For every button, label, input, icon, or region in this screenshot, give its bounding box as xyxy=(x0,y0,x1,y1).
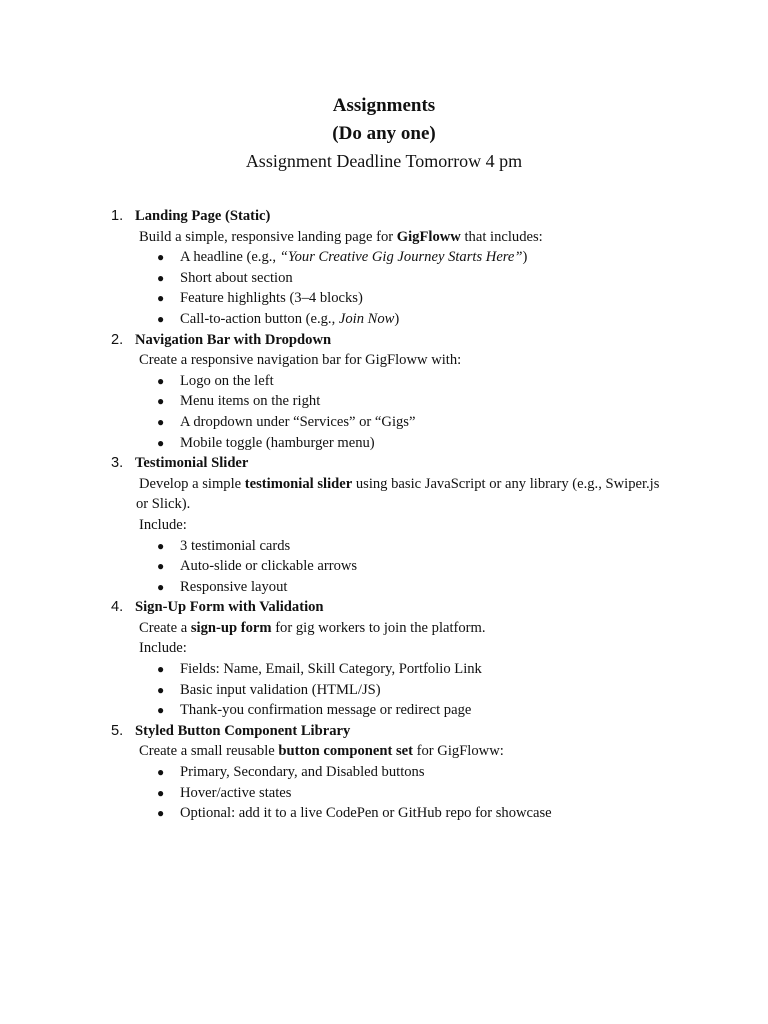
bullet-icon: ● xyxy=(157,414,165,429)
item-heading: Sign-Up Form with Validation xyxy=(135,599,324,616)
bullet-text: Fields: Name, Email, Skill Category, Portfolio Link xyxy=(180,661,482,678)
bullet-text: Thank-you confirmation message or redirect page xyxy=(180,702,472,719)
bullet-text: A headline (e.g., xyxy=(180,249,280,266)
bullet-text: Short about section xyxy=(180,269,293,286)
item-intro xyxy=(0,741,768,762)
bullet-text: Call-to-action button (e.g., xyxy=(180,310,339,327)
bullet-icon: ● xyxy=(157,435,165,450)
bullet-item xyxy=(0,700,768,721)
bullet-italic-text: “Your Creative Gig Journey Starts Here” xyxy=(279,249,523,266)
bullet-icon: ● xyxy=(157,703,165,718)
intro-text: for gig workers to join the platform. xyxy=(271,619,486,636)
bullet-item xyxy=(0,268,768,289)
item-number: 4. xyxy=(111,599,124,616)
assignment-item-4 xyxy=(0,597,768,721)
bullet-text: A dropdown under “Services” or “Gigs” xyxy=(180,413,416,430)
item-heading: Styled Button Component Library xyxy=(135,722,351,739)
page-title: Assignments xyxy=(332,95,436,116)
bullet-text: Menu items on the right xyxy=(180,393,321,410)
item-number: 3. xyxy=(111,455,124,472)
bullet-item xyxy=(0,433,768,454)
bullet-text: Hover/active states xyxy=(180,784,292,801)
intro-text: for GigFloww: xyxy=(412,743,504,760)
item-heading: Navigation Bar with Dropdown xyxy=(135,331,332,348)
item-heading: Testimonial Slider xyxy=(135,455,249,472)
bullet-icon: ● xyxy=(157,538,165,553)
assignment-item-2 xyxy=(0,330,768,454)
bullet-text: Logo on the left xyxy=(180,372,274,389)
intro-bold-text: sign-up form xyxy=(190,619,272,636)
intro-text: Create a small reusable xyxy=(139,743,279,760)
intro-bold-text: button component set xyxy=(278,743,413,760)
bullet-item xyxy=(0,412,768,433)
page-subtitle: (Do any one) xyxy=(332,123,436,144)
bullet-item xyxy=(0,536,768,557)
bullet-icon: ● xyxy=(157,250,165,265)
bullet-icon: ● xyxy=(157,559,165,574)
item-number: 5. xyxy=(111,722,124,739)
bullet-icon: ● xyxy=(157,662,165,677)
bullet-icon: ● xyxy=(157,394,165,409)
bullet-icon: ● xyxy=(157,270,165,285)
bullet-text: Feature highlights (3–4 blocks) xyxy=(180,290,363,307)
item-number: 1. xyxy=(111,208,124,224)
bullet-text: Responsive layout xyxy=(180,578,288,595)
bullet-text: ) xyxy=(522,249,528,266)
bullet-item xyxy=(0,391,768,412)
bullet-item xyxy=(0,783,768,804)
bullet-icon: ● xyxy=(157,682,165,697)
bullet-text: Basic input validation (HTML/JS) xyxy=(180,681,381,698)
bullet-text: Optional: add it to a live CodePen or GitHub repo for showcase xyxy=(180,805,552,822)
item-heading: Landing Page (Static) xyxy=(135,208,271,224)
bullet-item xyxy=(0,803,768,824)
bullet-icon: ● xyxy=(157,806,165,821)
assignment-item-1 xyxy=(0,206,768,330)
assignment-item-5 xyxy=(0,721,768,824)
bullet-item xyxy=(0,577,768,598)
item-intro xyxy=(0,474,768,515)
intro-bold-text: testimonial slider xyxy=(244,475,353,492)
item-intro: Create a responsive navigation bar for GigFloww with: xyxy=(139,352,462,369)
bullet-text: Mobile toggle (hamburger menu) xyxy=(180,434,375,451)
bullet-item xyxy=(0,371,768,392)
deadline-note: Assignment Deadline Tomorrow 4 pm xyxy=(245,151,523,171)
bullet-text: 3 testimonial cards xyxy=(180,537,291,554)
bullet-item xyxy=(0,762,768,783)
bullet-item xyxy=(0,288,768,309)
bullet-icon: ● xyxy=(157,311,165,326)
assignment-list xyxy=(0,206,768,824)
include-label: Include: xyxy=(139,516,187,533)
bullet-italic-text: Join Now xyxy=(338,310,395,327)
intro-text: Develop a simple xyxy=(139,475,245,492)
intro-text: that includes: xyxy=(460,228,543,245)
bullet-item xyxy=(0,680,768,701)
intro-bold-text: GigFloww xyxy=(396,228,461,245)
bullet-item xyxy=(0,556,768,577)
bullet-icon: ● xyxy=(157,373,165,388)
intro-text: Create a xyxy=(139,619,191,636)
item-intro xyxy=(0,618,768,639)
bullet-icon: ● xyxy=(157,785,165,800)
bullet-text: ) xyxy=(394,310,400,327)
bullet-icon: ● xyxy=(157,579,165,594)
bullet-item xyxy=(0,659,768,680)
item-intro xyxy=(0,227,768,248)
item-number: 2. xyxy=(111,331,124,348)
include-label: Include: xyxy=(139,640,187,657)
bullet-text: Auto-slide or clickable arrows xyxy=(180,558,358,575)
intro-continuation: or Slick). xyxy=(136,496,191,513)
assignment-item-3 xyxy=(0,453,768,597)
intro-text: using basic JavaScript or any library (e.g., Swiper.js xyxy=(352,475,660,492)
bullet-icon: ● xyxy=(157,765,165,780)
bullet-icon: ● xyxy=(157,291,165,306)
bullet-item xyxy=(0,309,768,330)
bullet-item xyxy=(0,247,768,268)
intro-text: Build a simple, responsive landing page for xyxy=(139,228,397,245)
bullet-text: Primary, Secondary, and Disabled buttons xyxy=(180,764,425,781)
